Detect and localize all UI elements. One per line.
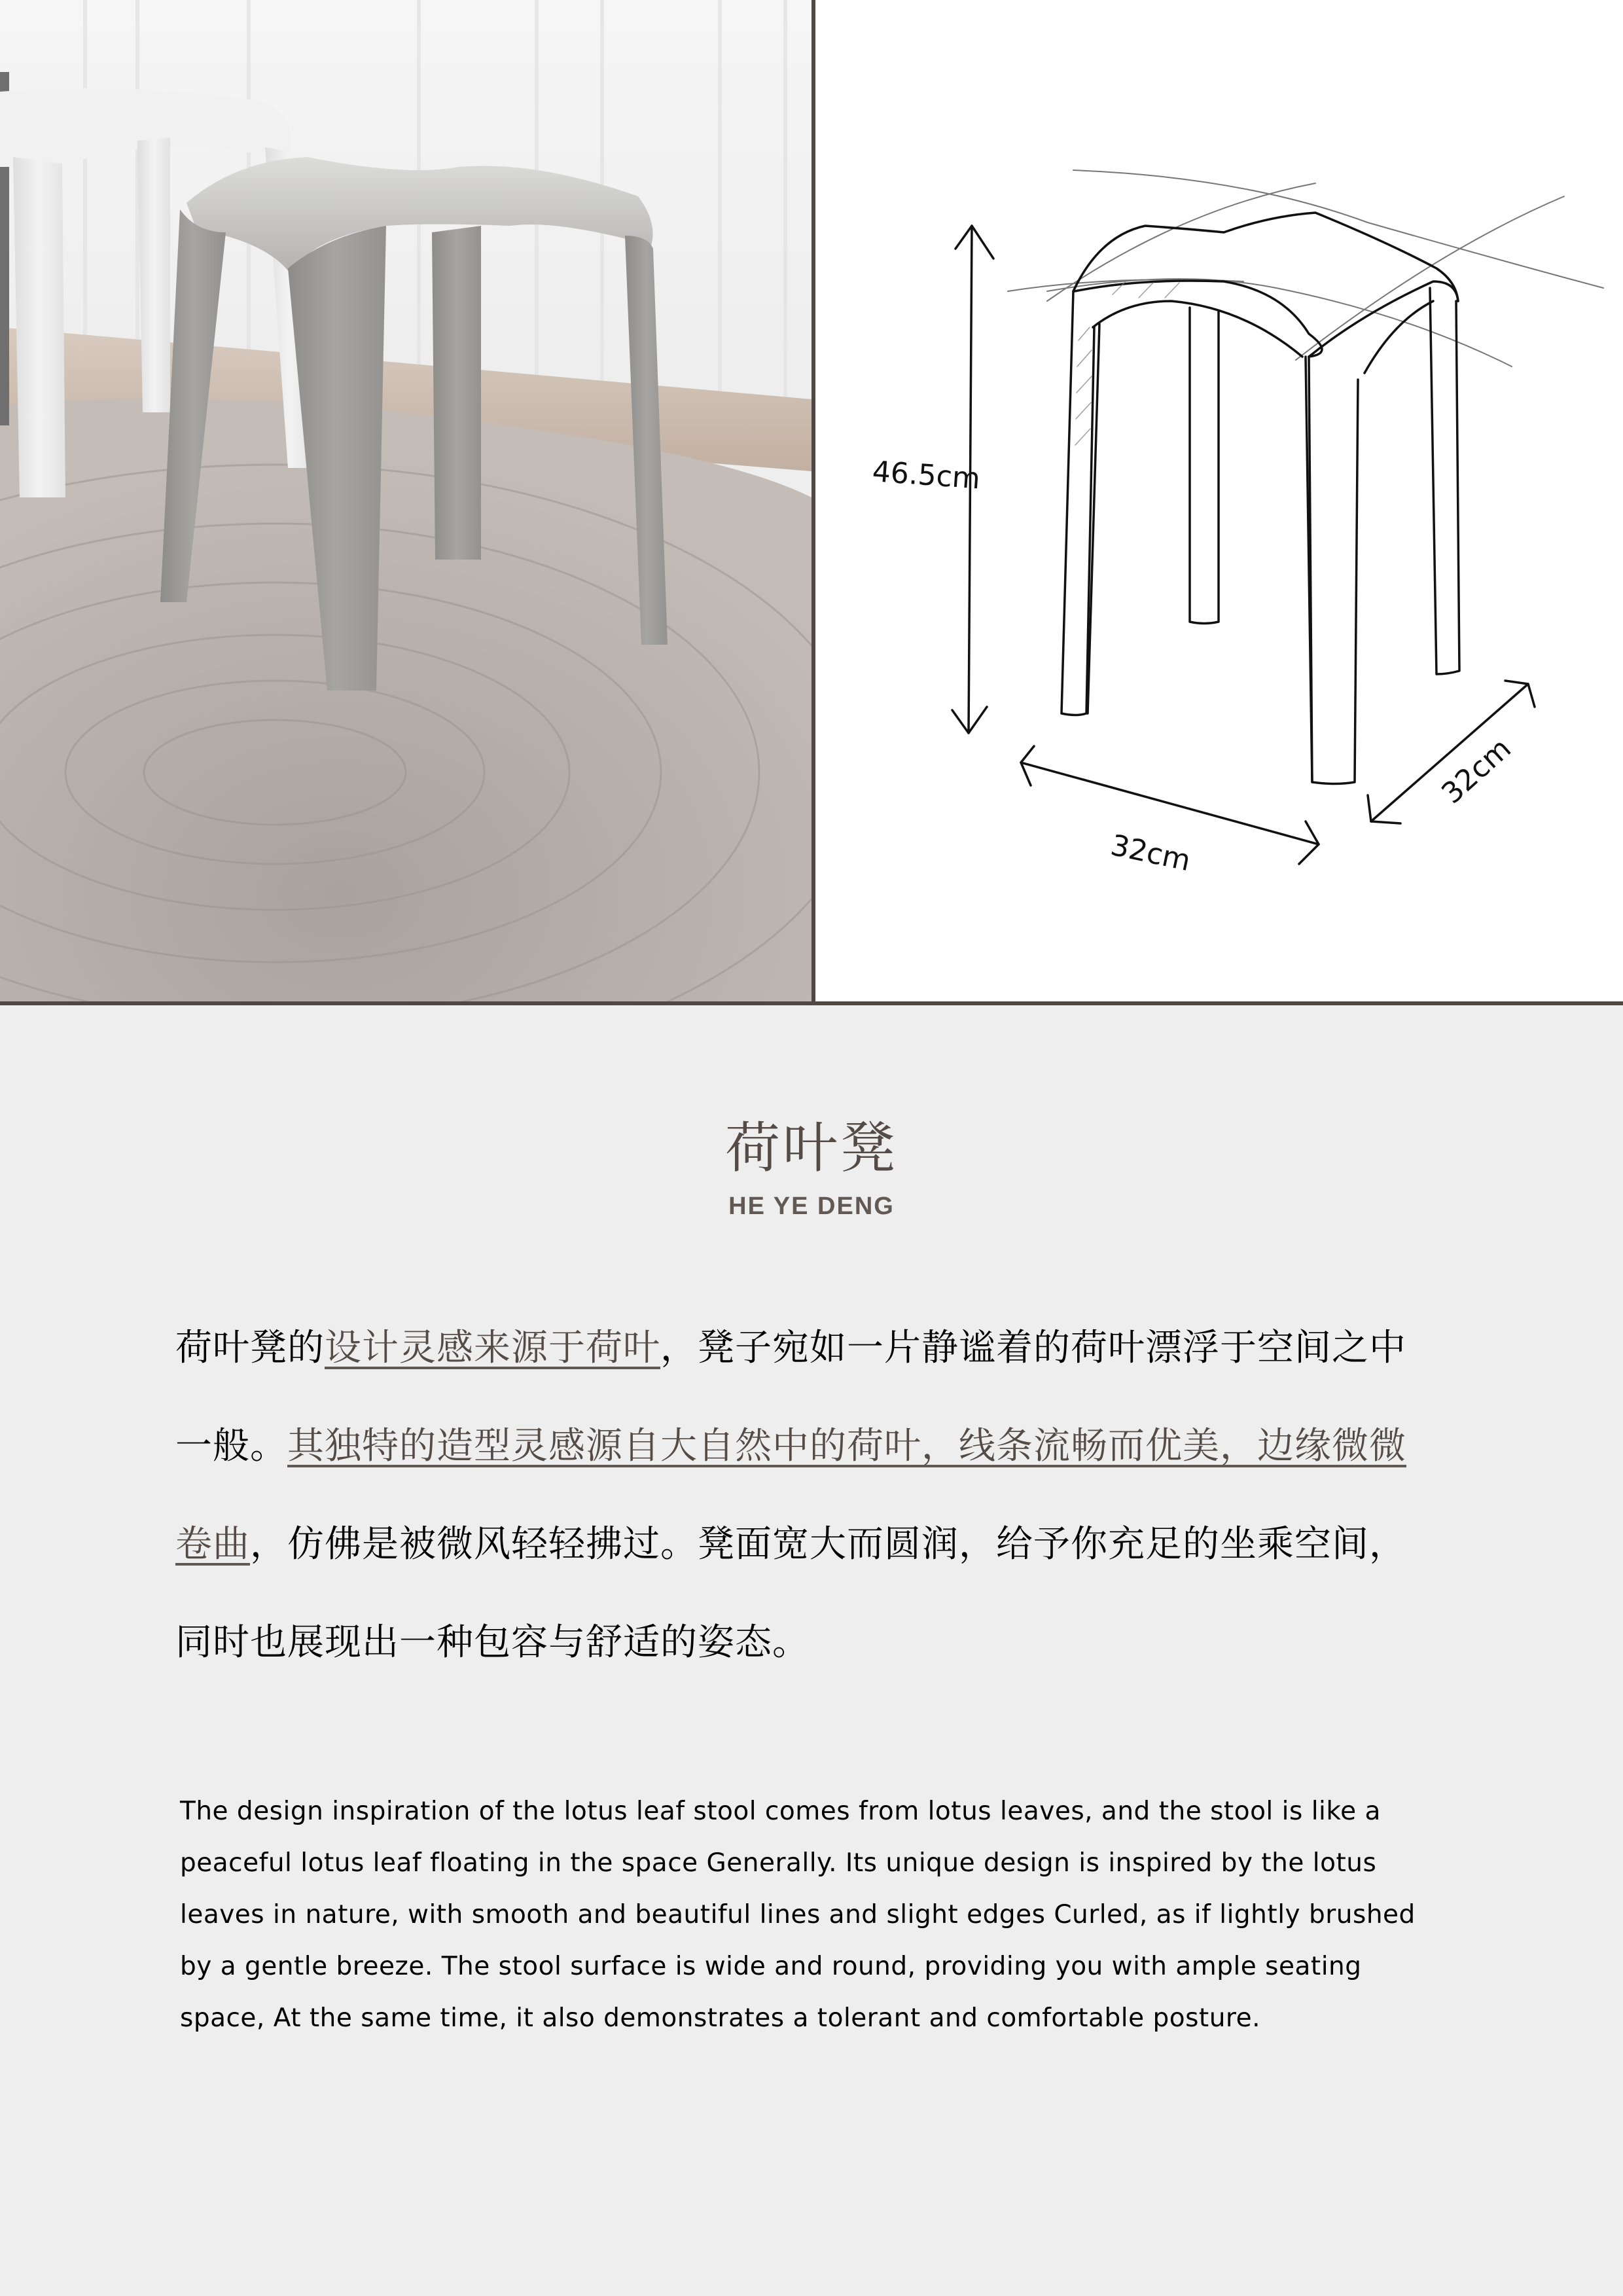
zh-line-1 — [175, 1327, 1406, 1369]
height-dimension-label: 46.5cm — [871, 455, 982, 496]
en-line-5: space, At the same time, it also demonstrates a tolerant and comfortable posture. — [180, 2003, 1260, 2033]
horizontal-divider — [0, 1001, 1623, 1005]
depth-dimension-label: 32cm — [1435, 731, 1518, 811]
en-line-3: leaves in nature, with smooth and beautiful lines and slight edges Curled, as if lightly brushed — [180, 1900, 1416, 1929]
zh-highlight: 其独特的造型灵感源自大自然中的荷叶，线条流畅而优美，边缘微微 — [287, 1425, 1406, 1467]
zh-text: 荷叶凳的 — [175, 1327, 325, 1369]
zh-text: 一般。 — [175, 1425, 287, 1467]
zh-highlight: 设计灵感来源于荷叶 — [325, 1327, 660, 1369]
product-photo — [0, 0, 812, 1001]
zh-line-2 — [175, 1425, 1406, 1467]
zh-text: ，仿佛是被微风轻轻拂过。凳面宽大而圆润，给予你充足的坐乘空间， — [250, 1523, 1406, 1566]
zh-line-3 — [175, 1523, 1406, 1566]
en-line-2: peaceful lotus leaf floating in the space Generally. Its unique design is inspired by the lotus — [180, 1848, 1377, 1878]
stool-sketch-drawing — [815, 0, 1623, 1001]
zh-text: 同时也展现出一种包容与舒适的姿态。 — [175, 1621, 810, 1664]
en-line-1: The design inspiration of the lotus leaf stool comes from lotus leaves, and the stool is like a — [180, 1797, 1381, 1826]
product-title: 荷叶凳 — [724, 1116, 898, 1180]
zh-text: ，凳子宛如一片静谧着的荷叶漂浮于空间之中 — [660, 1327, 1406, 1369]
product-subtitle: HE YE DENG — [728, 1193, 895, 1220]
width-dimension-label: 32cm — [1107, 828, 1194, 878]
zh-line-4 — [175, 1621, 810, 1664]
dimension-sketch — [815, 0, 1623, 1001]
zh-highlight: 卷曲 — [175, 1523, 250, 1566]
en-line-4: by a gentle breeze. The stool surface is wide and round, providing you with ample seating — [180, 1952, 1362, 1981]
stool-photo-illustration — [0, 0, 812, 1001]
